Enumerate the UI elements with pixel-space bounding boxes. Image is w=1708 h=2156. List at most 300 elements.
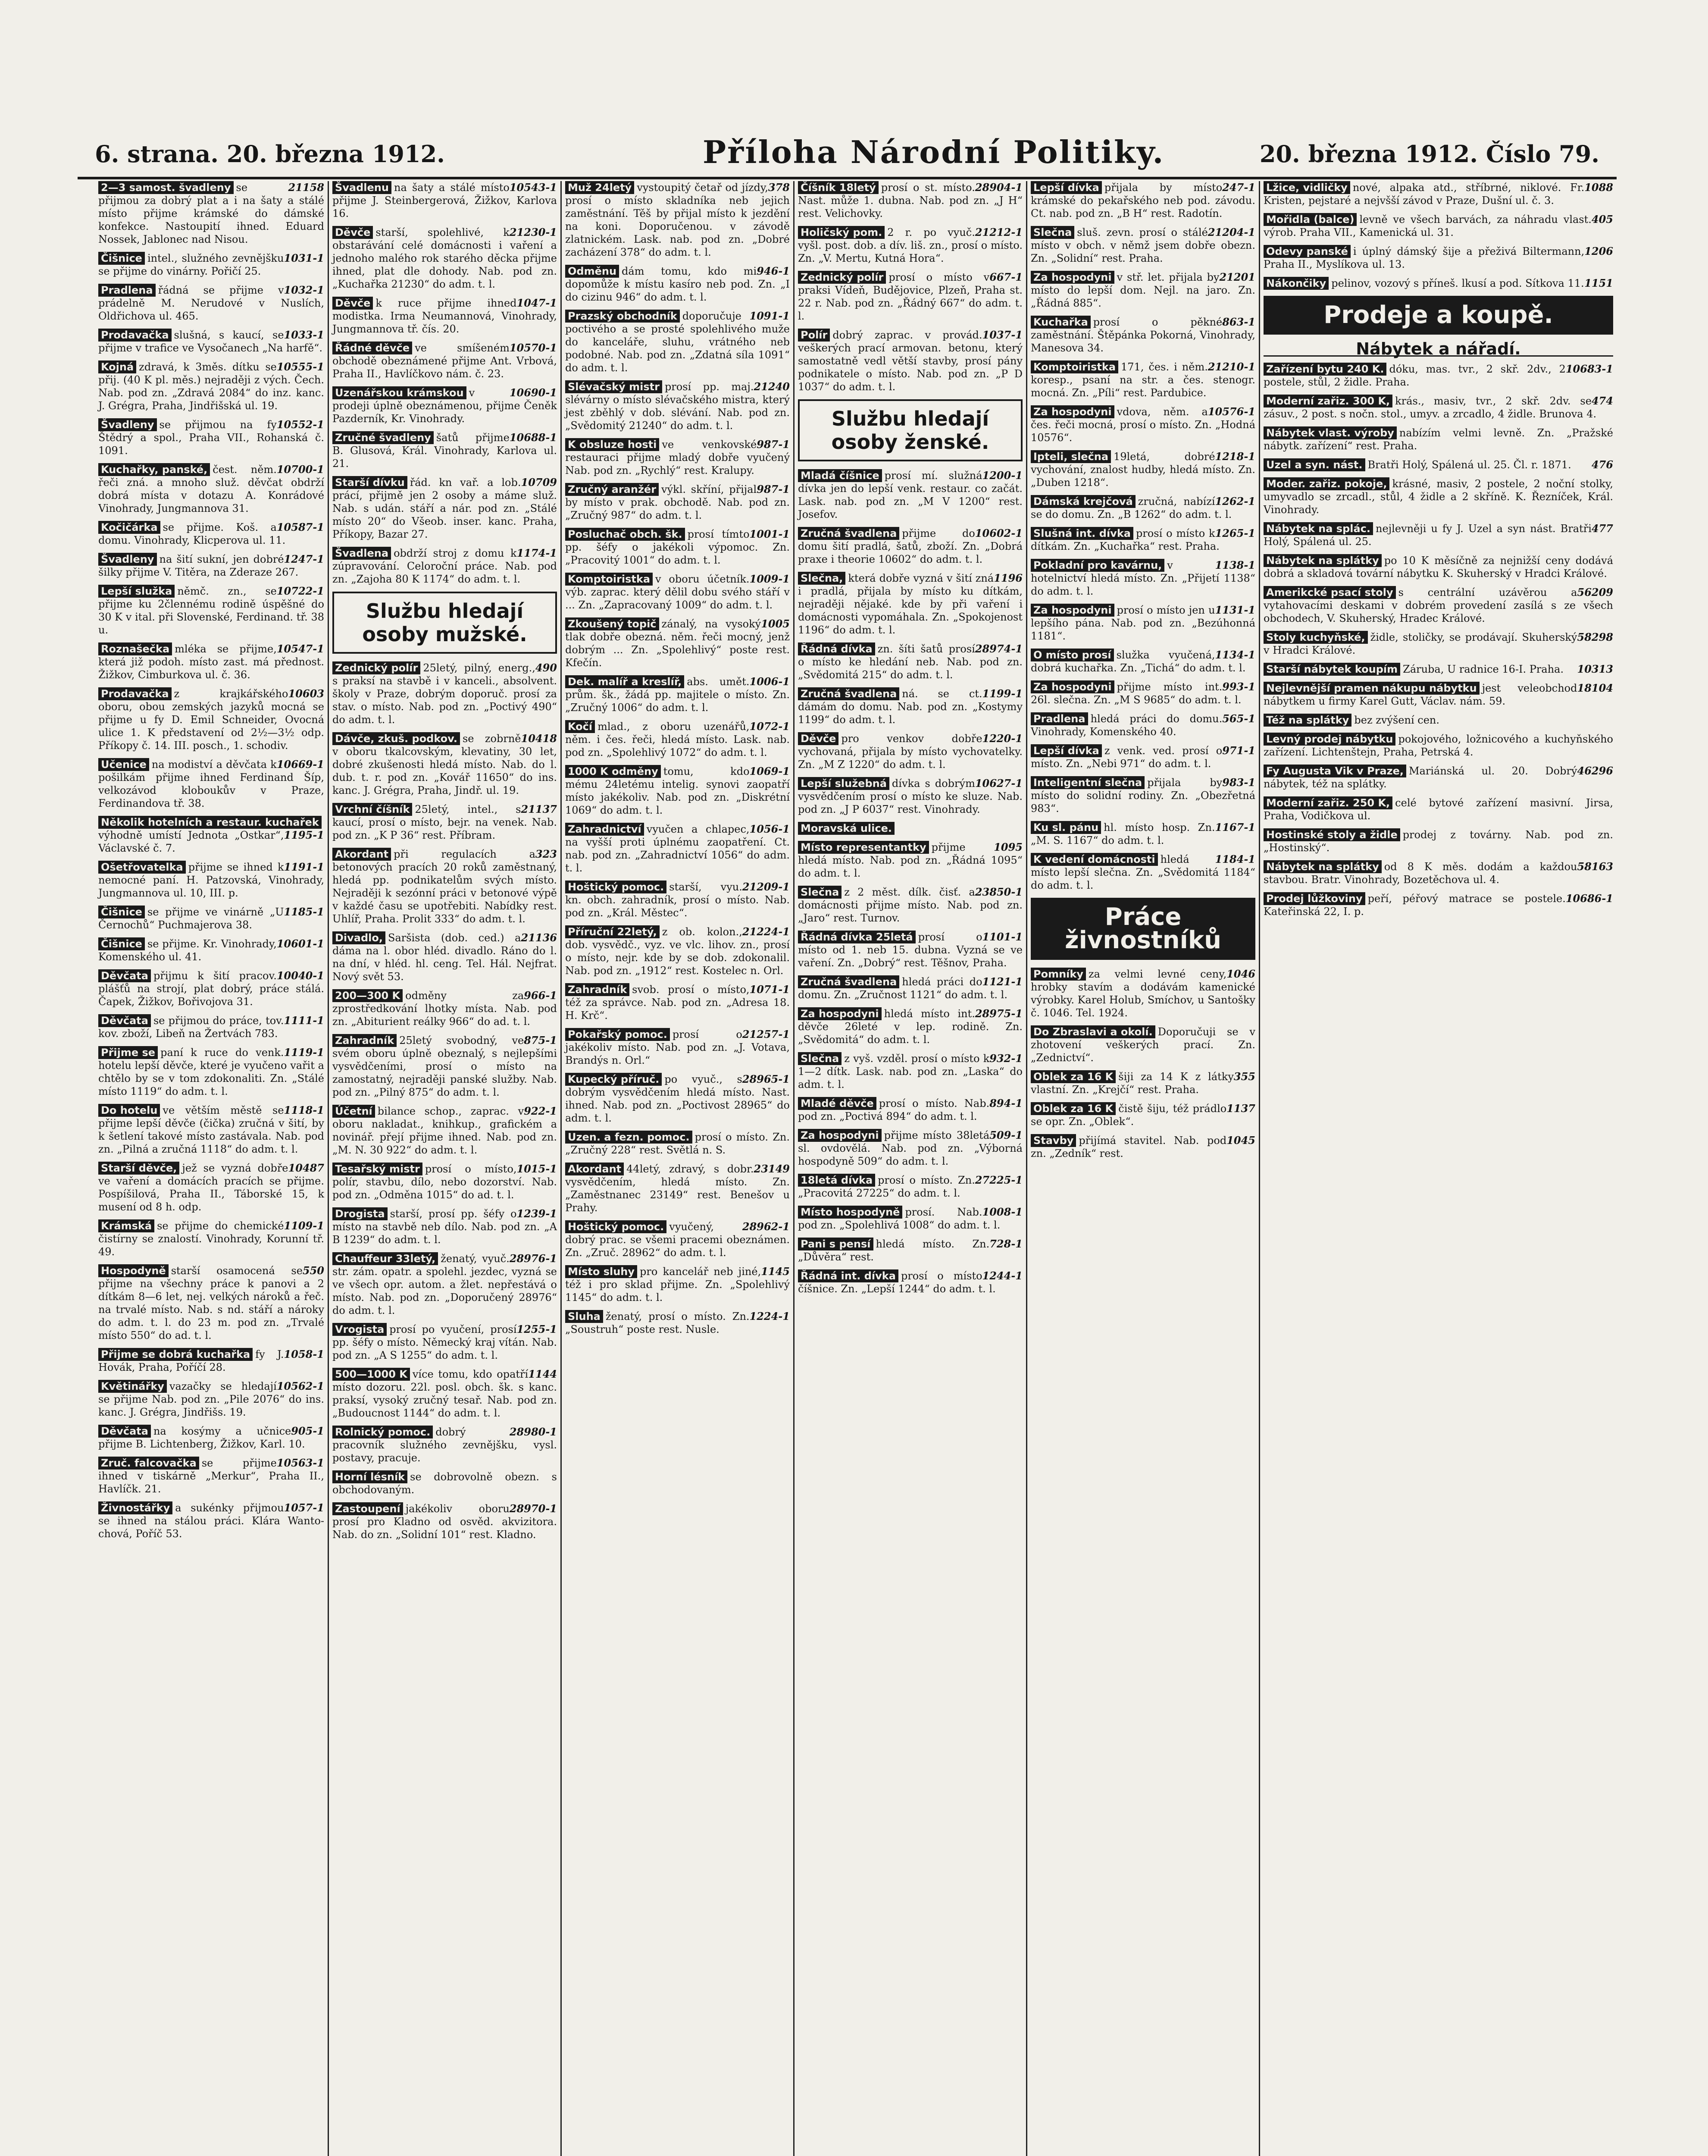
ad-text: po 10 K měsíčně za nejnižší ceny dodává dobrá a skladová tovární nábytku K. Skuherský v Hradci Králové. <box>1264 555 1613 580</box>
ad-text: hledá práci do domu. Zn. „Zručnost 1121“ do adm. t. l. <box>798 976 1007 1001</box>
ad-code: 1262-1 <box>1215 495 1255 508</box>
classified-ad <box>565 1131 790 1156</box>
ad-heading: Prazský obchodník <box>565 310 680 323</box>
ad-text: Mariánská ul. 20. Dobrý nábytek, též na splátky. <box>1264 765 1577 790</box>
ad-code: 21137 <box>521 803 557 815</box>
classified-ad <box>332 1252 557 1317</box>
ad-code: 10547-1 <box>276 642 324 655</box>
ad-heading: Zařízení bytu 240 K. <box>1264 363 1386 376</box>
classified-ad <box>98 284 324 323</box>
ad-text: přijme se ihned k nemocné paní. H. Patzovská, Vinohrady, Jungmannova ul. 10, III. p. <box>98 861 324 899</box>
ad-heading: Prodej lůžkoviny <box>1264 892 1365 905</box>
ad-heading: K obsluze hosti <box>565 438 659 451</box>
ad-code: 10313 <box>1577 663 1613 675</box>
classified-ad <box>332 803 557 842</box>
classified-ad <box>98 1014 324 1040</box>
classified-ad <box>1264 554 1613 580</box>
ad-text: přijme místo int. 26l. slečna. Zn. „M S 9685“ do adm. t. l. <box>1031 681 1242 706</box>
classified-ad <box>565 765 790 817</box>
ad-text: 2 r. po vyuč. vyšl. post. dob. a dív. liš. zn., prosí o místo. Zn. „V. Mertu, Kutná Hora“. <box>798 226 1023 264</box>
ad-code: 1196 <box>994 572 1023 584</box>
ad-heading: Čišnice <box>98 252 145 265</box>
ad-text: se přijmou do práce, tov. kov. zboží, Libeň na Žertvách 783. <box>98 1015 284 1040</box>
classified-ad <box>798 1206 1023 1232</box>
ad-code: 10683-1 <box>1565 363 1613 375</box>
ad-code: 1001-1 <box>749 528 790 540</box>
ad-code: 477 <box>1591 522 1613 535</box>
ad-code: 728-1 <box>989 1238 1023 1250</box>
section-header-women <box>798 399 1023 461</box>
ad-text: dobrý pracovník služného zevnějšku, vysl. postavy, pracuje. <box>332 1426 557 1464</box>
ad-heading: Živnostářky <box>98 1501 172 1514</box>
classified-ad <box>565 181 790 259</box>
ad-code: 966-1 <box>524 989 557 1002</box>
ad-heading: Nábytek na splátky <box>1264 860 1382 873</box>
ad-code: 21209-1 <box>742 881 790 893</box>
ad-heading: Za hospodyni <box>798 1007 882 1020</box>
ad-heading: Lepší dívka <box>1031 181 1102 194</box>
classified-ad <box>798 931 1023 969</box>
classified-ad <box>565 438 790 477</box>
column-6 <box>1259 181 1617 2156</box>
section-header-trades <box>1031 898 1255 960</box>
ad-heading: Pokladní pro kavárnu, <box>1031 559 1164 572</box>
classified-ad <box>798 822 1023 835</box>
ad-heading: Květinářky <box>98 1380 167 1393</box>
ad-text: ženatý, prosí o místo. Zn. „Soustruh“ poste rest. Nusle. <box>565 1310 750 1335</box>
ad-heading: Komptoiristka <box>565 573 653 586</box>
ad-text: šatů přijme B. Glusová, Král. Vinohrady, Karlova ul. 21. <box>332 432 557 470</box>
ad-heading: Krámská <box>98 1219 154 1232</box>
classified-ad <box>798 181 1023 220</box>
classified-ad <box>1264 714 1613 727</box>
ad-code: 21257-1 <box>742 1028 790 1040</box>
ad-text: pelinov, vozový s příneš. lkusí a pod. Sítkova 11. <box>1331 277 1584 289</box>
ad-heading: Za hospodyni <box>798 1129 882 1142</box>
ad-text: celé bytové zařízení masivní. Jirsa, Praha, Vodičkova ul. <box>1264 797 1613 822</box>
ad-code: 28975-1 <box>975 1007 1023 1020</box>
classified-ad <box>1031 853 1255 892</box>
classified-ad <box>332 1368 557 1420</box>
ad-code: 10602-1 <box>975 527 1023 539</box>
classified-ad <box>565 617 790 669</box>
ad-heading: Nábytek na splác. <box>1264 522 1373 535</box>
ad-code: 28976-1 <box>509 1252 557 1265</box>
ad-heading: Učenice <box>98 758 149 771</box>
ad-text: se přijmou na fy Štědrý a spol., Praha VII., Rohanská č. 1091. <box>98 419 324 457</box>
ad-text: řád. kn vař. a lob. prácí, přijmě jen 2 osoby a máme služ. Nab. s udán. stáří a nár. pod zn. „Stálé místo 20“ do Všeob. inser. kanc. Praha, Příkopy, Bazar 27. <box>332 476 557 540</box>
ad-text: doporučuje poctivého a se prosté spolehlivého muže do kanceláře, sluhu, vrátného neb podobné. Nab. pod zn. „Zdatná síla 1091“ do adm. t. l. <box>565 310 790 374</box>
ad-text: 25letý, pilný, energ., s praksí na stavbě i v kanceli., absolvent. školy v Praze, dobrým doporuč. prosí za stav. o místo. Nab. pod zn. „Poctivý 490“ do adm. t. l. <box>332 662 557 726</box>
ad-code: 922-1 <box>524 1105 557 1117</box>
ad-heading: Slévačský mistr <box>565 380 662 393</box>
ad-text: 25letý, intel., s kaucí, prosí o místo, bejr. na venek. Nab. pod zn. „K P 36“ rest. Příbram. <box>332 803 557 841</box>
ad-text: prosí o st. místo. Nast. může 1. dubna. Nab. pod zn. „J H“ rest. Velichovky. <box>798 182 1023 219</box>
ad-heading: Mladá číšnice <box>798 469 882 482</box>
ad-text: ve větším městě se přijme lepší děvče (čička) zručná v šití, by k šetlení takové místo zastávala. Nab. pod zn. „Pilná a zručná 1118“ do adm. t. l. <box>98 1104 324 1155</box>
ad-heading: Odevy panské <box>1264 245 1351 258</box>
column-3 <box>560 181 793 2156</box>
classified-ad <box>98 1425 324 1451</box>
classified-ad <box>98 906 324 931</box>
section-header-women-title: Službu hledají osoby ženské. <box>831 407 989 454</box>
ad-heading: Stavby <box>1031 1134 1076 1147</box>
ad-code: 10690-1 <box>509 386 557 399</box>
classified-ad <box>798 886 1023 924</box>
classified-ad <box>98 463 324 515</box>
section-header-sales-title: Prodeje a koupě. <box>1323 301 1553 329</box>
classified-ad <box>332 1426 557 1464</box>
ad-text: Doporučuji se v zhotovení veškerých prací. Zn. „Zednictví“. <box>1031 1026 1255 1064</box>
classified-ad <box>1264 363 1613 389</box>
ad-heading: Zednický polír <box>798 271 886 284</box>
classified-ad <box>332 431 557 470</box>
ad-text: nabízím velmi levně. Zn. „Pražské nábytk. zařízení“ rest. Praha. <box>1264 427 1613 452</box>
classified-ad <box>98 1348 324 1374</box>
classified-ad <box>798 1269 1023 1295</box>
classified-ad <box>332 1207 557 1246</box>
classified-ad <box>565 1073 790 1125</box>
classified-ad <box>1031 1070 1255 1096</box>
section-header-trades-title: Práce živnostníků <box>1065 903 1221 954</box>
ad-text: v stř. let. přijala by místo do lepší dom. Nejl. na jaro. Zn. „Řádná 885“. <box>1031 271 1255 309</box>
ad-heading: Pradlena <box>98 284 156 297</box>
ad-text: zručná, nabízí se do domu. Zn. „B 1262“ do adm. t. l. <box>1031 495 1232 520</box>
classified-ad <box>1264 733 1613 758</box>
ad-text: služka vyučená, dobrá kuchařka. Zn. „Tichá“ do adm. t. l. <box>1031 649 1246 674</box>
ad-code: 1009-1 <box>749 573 790 585</box>
classified-ad <box>565 483 790 522</box>
classified-ad <box>332 1163 557 1201</box>
ad-text: krásné, masiv, 2 postele, 2 noční stolky, umyvadlo se zrcadl., stůl, 4 židle a 2 skříně. K. Řezníček, Král. Vinohrady. <box>1264 478 1613 516</box>
ad-code: 10543-1 <box>509 181 557 194</box>
classified-ad <box>332 342 557 380</box>
ad-heading: 18letá dívka <box>798 1174 875 1187</box>
ad-text: levně ve všech barvách, za náhradu vlast. výrob. Praha VII., Kamenická ul. 31. <box>1264 213 1592 238</box>
ad-heading: Tesařský mistr <box>332 1163 422 1175</box>
classified-ad <box>1264 395 1613 420</box>
classified-ad <box>1031 649 1255 674</box>
ad-text: prosí o místo od 1. neb 15. dubna. Vyzná se ve vaření. Zn. „Dobrý“ rest. Těšnov, Praha. <box>798 931 1023 969</box>
ad-text: přijala by místo do solidní rodiny. Zn. „Obezřetná 983“. <box>1031 777 1255 815</box>
ad-heading: Děvčata <box>98 1014 151 1027</box>
classified-ad <box>798 1238 1023 1263</box>
ad-text: bez zvýšení cen. <box>1354 714 1440 726</box>
ad-text: i úplný dámský šije a přeživá Biltermann, Praha II., Myslíkova ul. 13. <box>1264 245 1585 270</box>
ad-code: 474 <box>1591 395 1613 407</box>
ad-code: 58298 <box>1577 631 1613 643</box>
ad-code: 21204-1 <box>1207 226 1255 238</box>
ad-code: 983-1 <box>1222 776 1255 789</box>
classified-ad <box>1264 458 1613 471</box>
ad-heading: Za hospodyni <box>1031 680 1114 693</box>
ad-text: peří, péřový matrace se postele. Kateřinská 22, I. p. <box>1264 893 1566 918</box>
ad-code: 18104 <box>1577 682 1613 694</box>
ad-text: dobrý zaprac. v provád. veškerých prací armovan. betonu, který samostatně vedl větší stavby, prosí pány podnikatele o místo. Nab. pod zn. „P D 1037“ do adm. t. l. <box>798 329 1023 393</box>
ad-text: v oboru účetník. výb. zaprac. který dělil dobu svého stáří v ... Zn. „Zapracovaný 1009“ do adm. t. l. <box>565 573 790 611</box>
classified-ad <box>98 1162 324 1213</box>
classified-ad <box>332 297 557 335</box>
ad-code: 10570-1 <box>509 342 557 354</box>
ad-text: starší, spolehlivé, k obstarávání celé domácnosti i vaření a jednoho malého rok starého děcka přijme ihned, plat dle dohody. Nab. pod zn. „Kuchařka 21230“ do adm. t. l. <box>332 226 557 290</box>
ad-code: 23850-1 <box>975 886 1023 898</box>
ad-heading: Slečna <box>1031 226 1074 239</box>
ad-text: prosí o jakékoliv místo. Nab. pod zn. „J. Votava, Brandýs n. Orl.“ <box>565 1028 790 1066</box>
ad-text: z vyš. vzděl. prosí o místo k 1—2 dítk. Lask. nab. pod zn. „Laska“ do adm. t. l. <box>798 1053 1023 1091</box>
ad-text: 171, čes. i něm. koresp., psaní na str. a čes. stenogr. mocná. Zn. „Píli“ rest. Pardubice. <box>1031 361 1255 399</box>
ad-text: hledá místo lepší slečna. Zn. „Svědomitá 1184“ do adm. t. l. <box>1031 853 1255 891</box>
ad-text: vystoupitý četař od jízdy, prosí o místo skladníka neb jejich zaměstnání. Těš by přijal místo k jezdění na koni. Doporučenou. v závodě zlatnickém. Lask. nab. pod zn. „Dobré zacházení 378“ do adm. t. l. <box>565 182 790 258</box>
classified-ad <box>98 181 324 246</box>
ad-code: 550 <box>302 1264 324 1277</box>
ad-code: 565-1 <box>1222 712 1255 725</box>
ad-text: nové, alpaka atd., stříbrné, niklové. Fr. Kristen, pejstaré a nejvšší závod v Praze, Dušní ul. č. 3. <box>1264 182 1585 207</box>
ad-code: 23149 <box>754 1163 790 1175</box>
ad-code: 1032-1 <box>284 284 324 296</box>
classified-ad <box>1031 271 1255 310</box>
classified-ad <box>332 386 557 425</box>
ad-code: 1119-1 <box>284 1046 324 1059</box>
column-2 <box>328 181 560 2156</box>
classified-ad <box>98 360 324 412</box>
ad-heading: Mladé děvče <box>798 1097 876 1110</box>
ad-heading: Nákončiky <box>1264 277 1329 290</box>
classified-ad <box>98 1264 324 1342</box>
ad-heading: Kuchařka <box>1031 316 1091 329</box>
ad-code: 28970-1 <box>509 1502 557 1515</box>
ad-heading: O místo prosí <box>1031 649 1114 661</box>
ad-heading: Mořidla (balce) <box>1264 213 1357 226</box>
ad-text: zn. šíti šatů prosí o místo ke hledání neb. Nab. pod zn. „Svědomitá 215“ do adm. t. l. <box>798 643 1023 681</box>
classified-ad <box>565 310 790 374</box>
classified-ad <box>332 732 557 797</box>
classified-ad <box>98 969 324 1008</box>
ad-heading: Fy Augusta Vik v Praze, <box>1264 765 1406 777</box>
ad-heading: Řádné děvče <box>332 342 412 354</box>
classified-ad <box>1264 586 1613 625</box>
ad-heading: Kuchařky, panské, <box>98 463 210 476</box>
ad-text: z venk. ved. prosí o místo. Zn. „Nebi 971“ do adm. t. l. <box>1031 745 1223 770</box>
ad-text: v prodeji úplně obeznámenou, přijme Čeněk Pazderník, Kr. Vinohrady. <box>332 387 557 425</box>
ad-text: prosí o místo, polír, stavbu, dílo, nebo dozorství. Nab. pod zn. „Odměna 1015“ do ad. t. l. <box>332 1163 557 1201</box>
ad-heading: Muž 24letý <box>565 181 634 194</box>
ad-heading: Za hospodyni <box>1031 271 1114 284</box>
ad-text: přijme hledá místo. Nab. pod zn. „Řádná 1095“ do adm. t. l. <box>798 841 1023 879</box>
ad-heading: Akordant <box>565 1163 624 1175</box>
ad-heading: Zahradnictví <box>565 823 644 836</box>
ad-heading: Uzenářskou krámskou <box>332 386 466 399</box>
ad-text: vyučen a chlapec, na vyšší proti úplnému zaopatření. Ct. nab. pod zn. „Zahradnictví 1056“ do adm. t. l. <box>565 823 790 874</box>
ad-text: která dobře vyzná v šití zná i pradlá, přijala by místo ku dítkám, nejraději nějaké. kde by při vaření i domácnosti vypomáhala. Zn. „Spokojenost 1196“ do adm. t. l. <box>798 572 1023 636</box>
classified-ad <box>798 687 1023 726</box>
ad-code: 1131-1 <box>1215 604 1255 616</box>
ad-heading: Divadlo, <box>332 931 385 944</box>
ad-heading: Hoštický pomoc. <box>565 1220 666 1233</box>
ad-code: 10555-1 <box>276 360 324 373</box>
ad-heading: Oblek za 16 K <box>1031 1102 1116 1115</box>
classified-ad <box>98 937 324 963</box>
ad-heading: Zručná švadlena <box>798 687 899 700</box>
classified-ad <box>1264 860 1613 886</box>
ad-text: přijímá stavitel. Nab. pod zn. „Zedník“ rest. <box>1031 1134 1227 1159</box>
ad-heading: Zručná švadlena <box>798 527 899 540</box>
ad-heading: Sluha <box>565 1310 603 1323</box>
ad-heading: Zahradník <box>332 1034 397 1047</box>
ad-heading: Též na splátky <box>1264 714 1351 727</box>
ad-text: Saršista (dob. ced.) a dáma na l. obor hléd. divadlo. Ráno do l. na dní, v hléd. hl. ceng. Tel. Hál. Nejfrat. Nový svět 53. <box>332 932 557 983</box>
ad-heading: Místo sluhy <box>565 1265 637 1278</box>
ad-text: tomu, kdo mému 24letému intelig. synovi zaopatří místo jakékoliv. Nab. pod zn. „Diskrétní 1069“ do adm. t. l. <box>565 765 790 816</box>
ad-heading: Chauffeur 33letý, <box>332 1252 438 1265</box>
ad-text: židle, stoličky, se prodávají. Skuherský v Hradci Králové. <box>1264 631 1577 656</box>
section-header-sales <box>1264 296 1613 335</box>
ad-heading: Děvče <box>332 297 373 310</box>
ad-heading: Levný prodej nábytku <box>1264 733 1395 746</box>
ad-text: 25letý svobodný, ve svém oboru úplně obeznalý, s nejlepšími vysvědčeními, prosí o místo na zamostatný, nejraději panské služby. Nab. pod zn. „Pilný 875“ do adm. t. l. <box>332 1034 557 1098</box>
ad-text: ve venkovské restauraci přijme mladý dobře vyučený Nab. pod zn. „Rychlý“ rest. Kralupy. <box>565 439 790 476</box>
ad-code: 1046 <box>1226 968 1255 980</box>
classified-ad <box>1031 559 1255 598</box>
ad-code: 1191-1 <box>284 861 324 873</box>
classified-ad <box>798 1129 1023 1168</box>
ad-heading: Řádná int. dívka <box>798 1269 898 1282</box>
classified-ad <box>98 1219 324 1258</box>
ad-text: prosí o místo v praksi Vídeň, Budějovice, Plzeň, Praha st. 22 r. Nab. pod zn. „Řádný 667“ do adm. t. l. <box>798 271 1023 322</box>
ad-code: 21212-1 <box>975 226 1023 238</box>
classified-ad <box>1264 765 1613 790</box>
ad-code: 1045 <box>1226 1134 1255 1147</box>
ad-code: 905-1 <box>291 1425 324 1437</box>
classified-ad <box>332 547 557 586</box>
classified-ad <box>1264 277 1613 290</box>
ad-text: intel., služného zevnějšku se přijme do vinárny. Pořičí 25. <box>98 252 284 277</box>
ad-text: abs. umět. prům. šk., žádá pp. majitele o místo. Zn. „Zručný 1006“ do adm. t. l. <box>565 676 790 714</box>
ad-code: 27225-1 <box>975 1174 1023 1186</box>
classified-ad <box>332 226 557 291</box>
ad-text: krás., masiv, tvr., 2 skř. 2dv. se zásuv., 2 post. s nočn. stol., umyv. a zrcadlo, 4 židle. Brunova 4. <box>1264 395 1597 420</box>
header-date-left: 6. strana. 20. března 1912. <box>95 140 445 168</box>
classified-ad <box>98 1380 324 1419</box>
classified-ad <box>798 1174 1023 1200</box>
ad-text: 44letý, zdravý, s dobr. vysvědčením, hledá místo. Zn. „Zaměstnanec 23149“ rest. Benešov u Prahy. <box>565 1163 790 1214</box>
ad-heading: Drogista <box>332 1207 388 1220</box>
classified-ad <box>798 1097 1023 1123</box>
ad-text: sluš. zevn. prosí o stálé místo v obch. v němž jsem dobře obezn. Zn. „Solidní“ rest. Praha. <box>1031 226 1255 264</box>
ad-heading: Inteligentní slečna <box>1031 776 1145 789</box>
ad-text: se přijme. Koš. a domu. Vinohrady, Klicperova ul. 11. <box>98 521 286 546</box>
ad-text: prosí o místo. Zn. „Zručný 228“ rest. Světlá n. S. <box>565 1131 790 1156</box>
ad-code: 1137 <box>1226 1102 1255 1115</box>
ad-code: 21240 <box>754 380 790 393</box>
ad-code: 1101-1 <box>982 931 1023 943</box>
ad-text: a sukénky přijmou se ihned na stálou práci. Klára Wanto-chová, Poříč 53. <box>98 1502 324 1540</box>
ad-code: 21158 <box>288 181 324 194</box>
ad-code: 1121-1 <box>982 975 1023 988</box>
ad-code: 987-1 <box>757 438 790 451</box>
ad-code: 10562-1 <box>276 1380 324 1392</box>
ad-text: po vyuč., s dobrým vysvědčením hledá místo. Nast. ihned. Nab. pod zn. „Poctivost 28965“ do adm. t. l. <box>565 1073 790 1124</box>
ad-code: 10587-1 <box>276 521 324 533</box>
ad-code: 1088 <box>1584 181 1613 194</box>
classified-ad <box>332 1470 557 1496</box>
ad-code: 1255-1 <box>516 1323 557 1335</box>
ad-text: fy J. Hovák, Praha, Poříčí 28. <box>98 1348 284 1373</box>
classified-ad <box>1264 477 1613 516</box>
classified-ad <box>98 418 324 457</box>
ad-text: dívka s dobrým vysvědčením prosí o místo ke sluze. Nab. pod zn. „J P 6037“ rest. Vinohrady. <box>798 777 1023 815</box>
ad-heading: Do Zbraslavi a okolí. <box>1031 1025 1155 1038</box>
ad-heading: Švadleny <box>98 418 157 431</box>
classified-ad <box>565 573 790 611</box>
ad-heading: Zručný aranžér <box>565 483 659 496</box>
ad-heading: Zručná švadlena <box>798 975 899 988</box>
ad-text: přijme do domu šití pradlá, šatů, zboží. Zn. „Dobrá praxe i theorie 10602“ do adm. t. l. <box>798 527 1023 565</box>
classified-ad <box>98 687 324 752</box>
ad-code: 1224-1 <box>749 1310 790 1322</box>
ad-heading: Pani s pensí <box>798 1238 873 1250</box>
ad-code: 28974-1 <box>975 642 1023 655</box>
ad-code: 946-1 <box>757 265 790 277</box>
ad-text: hledá práci do domu. Vinohrady, Komenského 40. <box>1031 713 1223 738</box>
ad-heading: Prodavačka <box>98 329 172 342</box>
ad-text: ná. se ct. dámám do domu. Nab. pod zn. „Kostymy 1199“ do adm. t. l. <box>798 688 1023 726</box>
ad-code: 1091-1 <box>749 310 790 322</box>
ad-heading: Pradlena <box>1031 712 1088 725</box>
ad-text: prosí pp. maj. slévárny o místo slévačského mistra, který jest zběhlý v dob. slévání. Nab. pod zn. „Svědomitý 21240“ do adm. t. l. <box>565 381 790 432</box>
ad-text: mléka se přijme, která již podoh. místo zast. má přednost. Žižkov, Cimburkova ul. č. 36. <box>98 643 324 681</box>
section-header-men-title: Službu hledají osoby mužské. <box>362 599 527 646</box>
classified-ad <box>565 1310 790 1336</box>
classified-ad <box>565 1220 790 1259</box>
column-1 <box>95 181 328 2156</box>
ad-text: prosí o místo jen u lepšího pána. Nab. pod zn. „Bezúhonná 1181“. <box>1031 604 1255 642</box>
ad-code: 1144 <box>528 1368 557 1380</box>
ad-heading: Čišnice <box>98 906 145 918</box>
ad-text: přijmu k šití pracov. plášťů na strojí, plat dobrý, práce stálá. Čapek, Žižkov, Bořivojova 31. <box>98 970 324 1008</box>
ad-code: 10603 <box>288 687 324 700</box>
classified-ad <box>565 675 790 714</box>
classified-ad <box>1031 450 1255 489</box>
classified-ad <box>1264 426 1613 452</box>
ad-heading: Pokařský pomoc. <box>565 1028 670 1041</box>
ad-text: se přijmou za dobrý plat a i na šaty a stálé místo přijme krámské do dámské konfekce. Nastoupití ihned. Eduard Nossek, Jablonec nad Nisou. <box>98 182 324 245</box>
ad-code: 1199-1 <box>982 687 1023 700</box>
ad-heading: Vrchní číšník <box>332 803 412 816</box>
ad-text: čistě šiju, též prádlo se opr. Zn. „Oblek“. <box>1031 1103 1227 1128</box>
classified-ad <box>565 380 790 432</box>
classified-ad <box>98 1457 324 1495</box>
ad-text: dám tomu, kdo mi dopomůže k místu kasíro neb pod. Zn. „I do cizinu 946“ do adm. t. l. <box>565 265 790 303</box>
ad-text: zdravá, k 3měs. dítku se přij. (40 K pl. měs.) nejraději z vých. Čech. Nab. pod zn. „Zdravá 2084“ do inz. kanc. J. Grégra, Praha, Jindřišská ul. 19. <box>98 361 324 412</box>
ad-code: 21136 <box>521 931 557 944</box>
ad-text: od 8 K měs. dodám a každou stavbou. Bratr. Vinohrady, Bozetěchova ul. 4. <box>1264 861 1577 886</box>
ad-heading: Starší nábytek koupím <box>1264 663 1400 676</box>
ad-heading: Lepší služka <box>98 585 175 598</box>
ad-code: 863-1 <box>1222 316 1255 328</box>
classified-ad <box>98 642 324 681</box>
ad-code: 1145 <box>761 1265 790 1278</box>
ad-heading: Uzen. a fezn. pomoc. <box>565 1131 692 1144</box>
ad-text: se přijme. Kr. Vinohrady, Komenského ul. 41. <box>98 938 277 963</box>
ad-code: 1008-1 <box>982 1206 1023 1218</box>
ad-code: 405 <box>1591 213 1613 226</box>
ad-heading: Amerikcké psací stoly <box>1264 586 1396 599</box>
ad-code: 28965-1 <box>742 1073 790 1085</box>
ad-heading: Prodavačka <box>98 687 172 700</box>
ad-heading: Hospodyně <box>98 1264 169 1277</box>
ad-code: 1138-1 <box>1215 559 1255 571</box>
classified-ad <box>1031 360 1255 399</box>
